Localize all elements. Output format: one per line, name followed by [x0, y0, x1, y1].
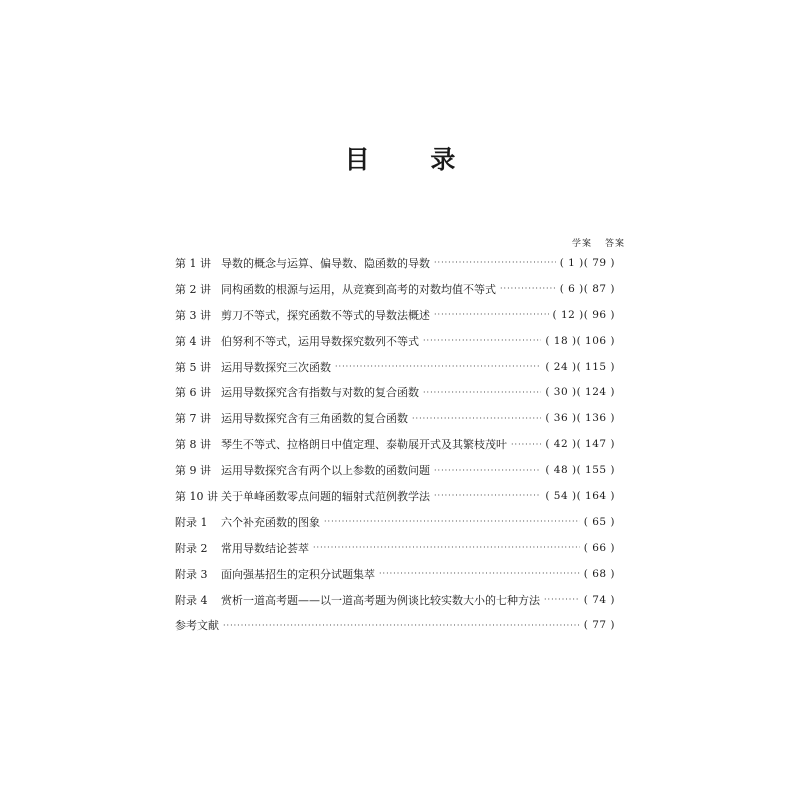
column-header-study: 学案 [572, 239, 593, 249]
leader-dots [379, 569, 580, 578]
entry-label: 第 5 讲 [175, 360, 211, 374]
appendix-pages: ( 68 ) [583, 567, 615, 580]
appendix-title: 常用导数结论荟萃 [221, 541, 309, 555]
entry-title: 运用导数探究含有指数与对数的复合函数 [221, 386, 419, 400]
leader-dots [434, 310, 549, 319]
appendix-pages: ( 65 ) [583, 515, 615, 528]
entry-pages: ( 30 )( 124 ) [545, 386, 615, 399]
table-of-contents [175, 250, 615, 638]
entry-title: 运用导数探究三次函数 [221, 360, 331, 374]
toc-entry[interactable] [175, 379, 615, 405]
references-title: 参考文献 [175, 619, 219, 633]
appendix-entry[interactable] [175, 535, 615, 561]
leader-dots [423, 388, 541, 397]
appendix-pages: ( 66 ) [583, 541, 615, 554]
leader-dots [544, 595, 580, 604]
entry-title: 同构函数的根源与运用，从竞赛到高考的对数均值不等式 [221, 282, 496, 296]
toc-entry[interactable] [175, 250, 615, 276]
entry-title: 伯努利不等式，运用导数探究数列不等式 [221, 334, 419, 348]
appendix-label: 附录 2 [175, 541, 208, 555]
entry-pages: ( 54 )( 164 ) [545, 489, 615, 502]
leader-dots [335, 362, 541, 371]
appendix-entry[interactable] [175, 561, 615, 587]
references-pages: ( 77 ) [583, 619, 615, 632]
leader-dots [423, 336, 541, 345]
appendix-label: 附录 4 [175, 593, 208, 607]
appendix-title: 六个补充函数的图象 [221, 515, 320, 529]
appendix-label: 附录 1 [175, 515, 208, 529]
entry-label: 第 9 讲 [175, 464, 211, 478]
entry-title: 关于单峰函数零点问题的辐射式范例教学法 [221, 489, 430, 503]
entry-label: 第 10 讲 [175, 489, 218, 503]
column-header-answer: 答案 [605, 239, 626, 249]
entry-pages: ( 6 )( 87 ) [559, 282, 615, 295]
entry-pages: ( 24 )( 115 ) [545, 360, 615, 373]
appendix-pages: ( 74 ) [583, 593, 615, 606]
references-entry[interactable] [175, 612, 615, 638]
leader-dots [511, 440, 541, 449]
page-title: 目 录 [344, 145, 482, 174]
toc-entry[interactable] [175, 276, 615, 302]
entry-label: 第 2 讲 [175, 282, 211, 296]
entry-pages: ( 1 )( 79 ) [559, 256, 615, 269]
toc-entry[interactable] [175, 483, 615, 509]
leader-dots [434, 491, 541, 500]
entry-label: 第 7 讲 [175, 412, 211, 426]
appendix-entry[interactable] [175, 587, 615, 613]
entry-pages: ( 48 )( 155 ) [545, 464, 615, 477]
entry-label: 第 1 讲 [175, 256, 211, 270]
appendix-label: 附录 3 [175, 567, 208, 581]
leader-dots [434, 466, 541, 475]
entry-label: 第 3 讲 [175, 308, 211, 322]
entry-pages: ( 18 )( 106 ) [545, 334, 615, 347]
leader-dots [412, 414, 541, 423]
entry-pages: ( 42 )( 147 ) [545, 438, 615, 451]
entry-title: 琴生不等式、拉格朗日中值定理、泰勒展开式及其繁枝茂叶 [221, 438, 507, 452]
appendix-title: 面向强基招生的定积分试题集萃 [221, 567, 375, 581]
entry-title: 运用导数探究含有三角函数的复合函数 [221, 412, 408, 426]
appendix-title: 赏析一道高考题——以一道高考题为例谈比较实数大小的七种方法 [221, 593, 540, 607]
leader-dots [434, 258, 556, 267]
toc-entry[interactable] [175, 457, 615, 483]
entry-label: 第 8 讲 [175, 438, 211, 452]
column-headers [572, 236, 638, 249]
entry-title: 运用导数探究含有两个以上参数的函数问题 [221, 464, 430, 478]
entry-pages: ( 12 )( 96 ) [552, 308, 615, 321]
entry-title: 导数的概念与运算、偏导数、隐函数的导数 [221, 256, 430, 270]
toc-entry[interactable] [175, 302, 615, 328]
toc-entry[interactable] [175, 354, 615, 380]
entry-title: 剪刀不等式，探究函数不等式的导数法概述 [221, 308, 430, 322]
toc-entry[interactable] [175, 328, 615, 354]
toc-entry[interactable] [175, 431, 615, 457]
entry-label: 第 4 讲 [175, 334, 211, 348]
leader-dots [313, 543, 580, 552]
entry-label: 第 6 讲 [175, 386, 211, 400]
appendix-entry[interactable] [175, 509, 615, 535]
entry-pages: ( 36 )( 136 ) [545, 412, 615, 425]
toc-entry[interactable] [175, 405, 615, 431]
leader-dots [324, 517, 580, 526]
leader-dots [223, 621, 580, 630]
leader-dots [500, 284, 556, 293]
